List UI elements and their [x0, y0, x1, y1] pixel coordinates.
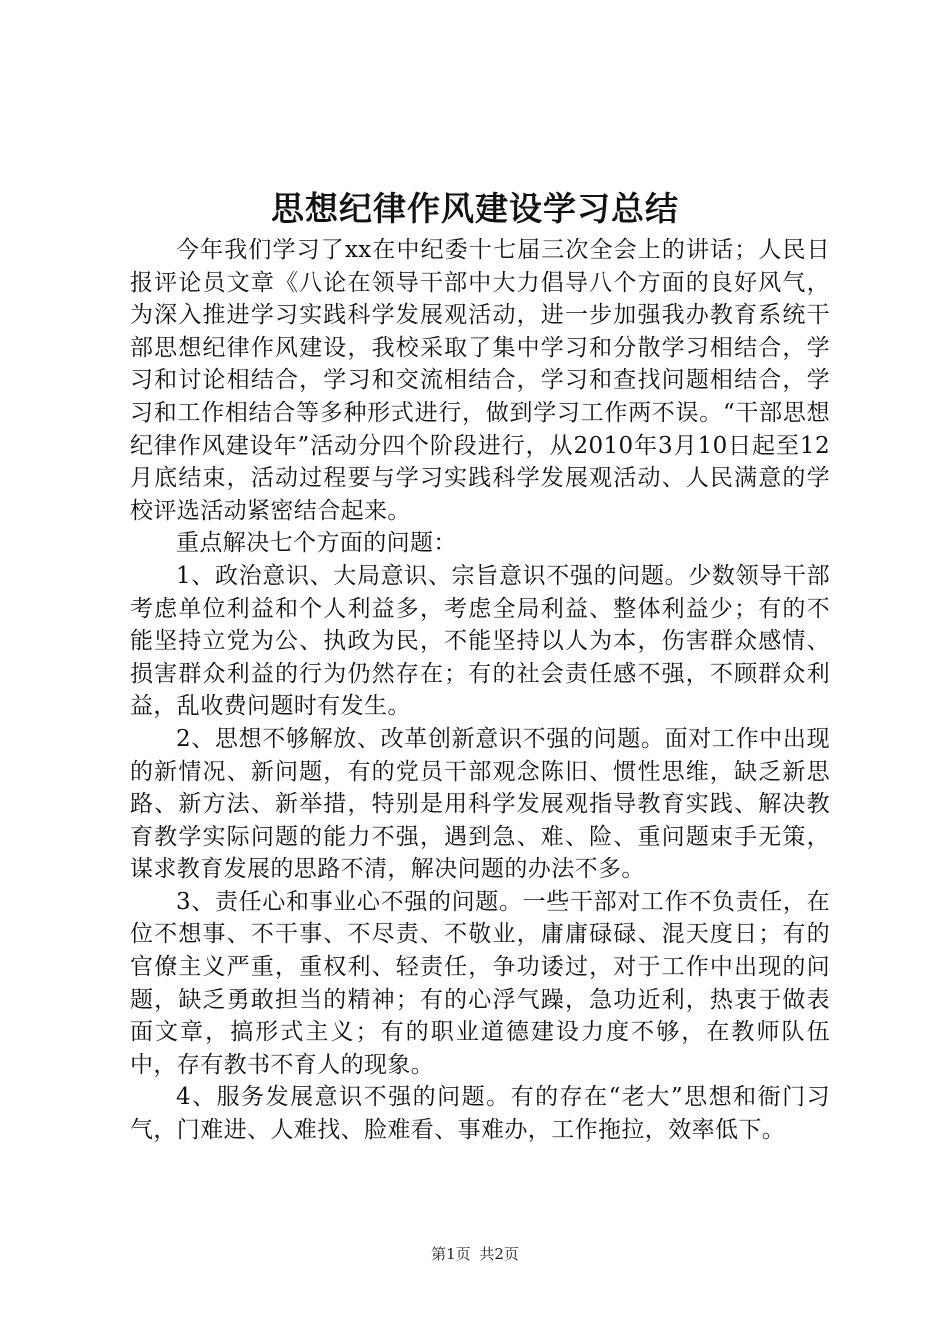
issue-paragraph-3: 3、责任心和事业心不强的问题。一些干部对工作不负责任，在位不想事、不干事、不尽责、不敬业，庸庸碌碌、混天度日；有的官僚主义严重，重权利、轻责任，争功诿过，对于工作中出现的问题，缺乏勇敢担当的精神；有的心浮气躁，急功近利，热衷于做表面文章，搞形式主义；有的职业道德建设力度不够，在教师队伍中，存有教书不育人的现象。: [130, 888, 830, 1078]
section-heading-paragraph: 重点解决七个方面的问题：: [176, 530, 457, 557]
intro-paragraph: 今年我们学习了xx在中纪委十七届三次全会上的讲话；人民日报评论员文章《八论在领导干部中大力倡导八个方面的良好风气，为深入推进学习实践科学发展观活动，进一步加强我办教育系统干部思想纪律作风建设，我校采取了集中学习和分散学习相结合，学习和讨论相结合，学习和交流相结合，学习和查找问题相结合，学习和工作相结合等多种形式进行，做到学习工作两不误。“干部思想纪律作风建设年”活动分四个阶段进行，从2010年3月10日起至12月底结束，活动过程要与学习实践科学发展观活动、人民满意的学校评选活动紧密结合起来。: [130, 237, 830, 524]
issue-paragraph-1: 1、政治意识、大局意识、宗旨意识不强的问题。少数领导干部考虑单位利益和个人利益多，考虑全局利益、整体利益少；有的不能坚持立党为公、执政为民，不能坚持以人为本，伤害群众感情、损害群众利益的行为仍然存在；有的社会责任感不强，不顾群众利益，乱收费问题时有发生。: [130, 562, 830, 720]
issue-paragraph-2: 2、思想不够解放、改革创新意识不强的问题。面对工作中出现的新情况、新问题，有的党员干部观念陈旧、惯性思维，缺乏新思路、新方法、新举措，特别是用科学发展观指导教育实践、解决教育教学实际问题的能力不强，遇到急、难、险、重问题束手无策，谋求教育发展的思路不清，解决问题的办法不多。: [130, 725, 830, 883]
page-total: 共2页: [479, 1245, 519, 1263]
document-title: 思想纪律作风建设学习总结: [271, 189, 679, 228]
page-number: 第1页: [431, 1245, 471, 1263]
issue-paragraph-4: 4、服务发展意识不强的问题。有的存在“老大”思想和衙门习气，门难进、人难找、脸难看、事难办，工作拖拉，效率低下。: [130, 1084, 830, 1144]
page-footer: [0, 1244, 950, 1264]
document-body: [130, 234, 830, 1147]
